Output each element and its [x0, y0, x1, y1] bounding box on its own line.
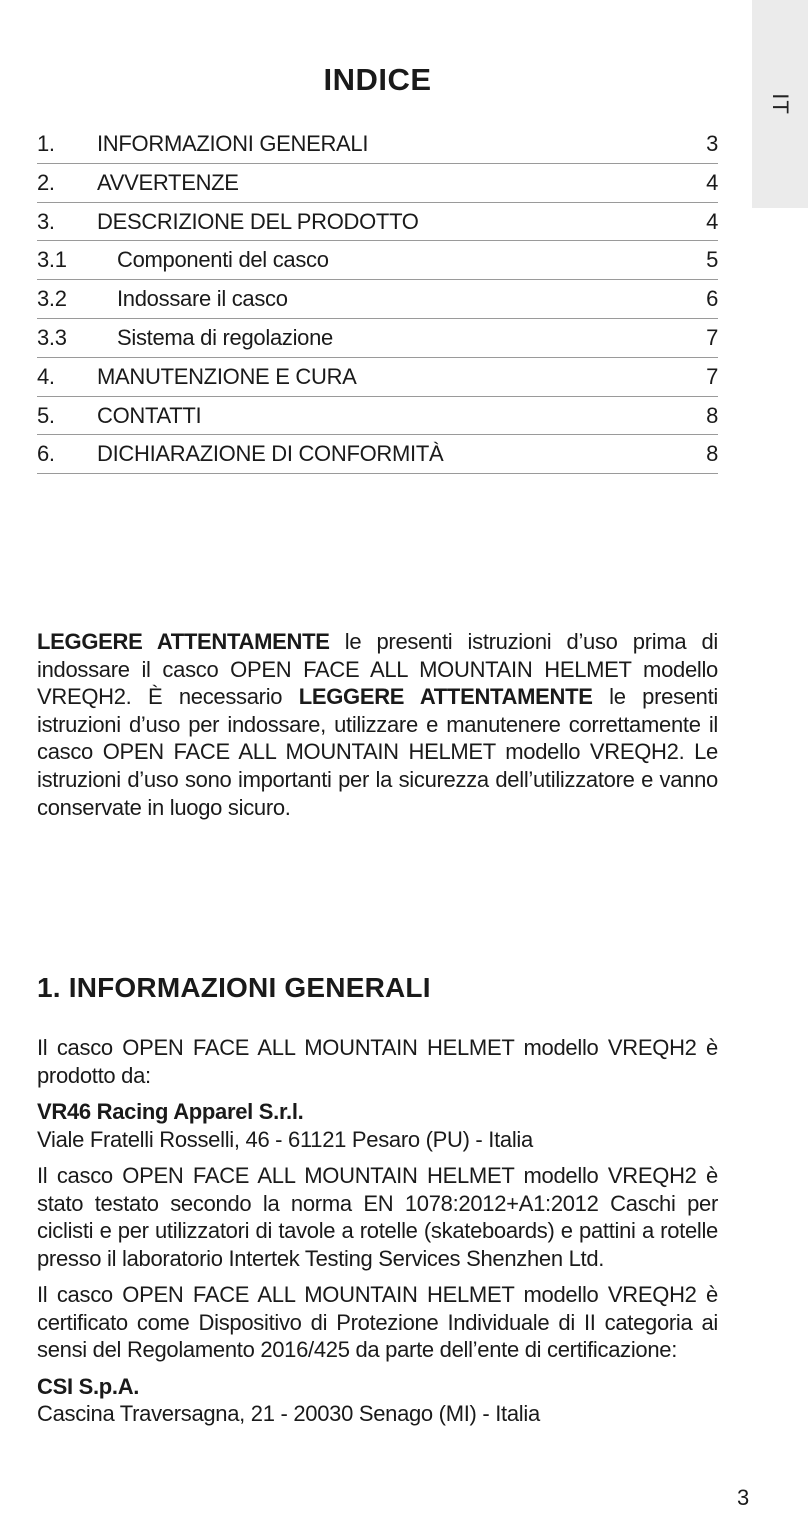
toc-entry-number: 2.	[37, 169, 55, 195]
toc-entry-label: DESCRIZIONE DEL PRODOTTO	[97, 208, 419, 234]
toc-entry-number: 3.	[37, 208, 55, 234]
toc-entry-label: Componenti del casco	[117, 247, 329, 273]
toc-entry-label: INFORMAZIONI GENERALI	[97, 131, 369, 156]
toc-entry[interactable]	[37, 203, 718, 242]
toc-entry-page: 4	[706, 208, 718, 234]
toc-entry-page: 8	[706, 402, 718, 428]
manufacturer-name: VR46 Racing Apparel S.r.l.	[37, 1099, 304, 1124]
toc-entry[interactable]	[37, 358, 718, 397]
toc-entry-label: MANUTENZIONE E CURA	[97, 363, 357, 389]
toc-entry-number: 6.	[37, 441, 55, 467]
intro-text: le presenti istruzioni d’uso per indossare, utilizzare e manutenere correttamente il casco OPEN FACE ALL MOUNTAIN HELMET modello VREQH2. Le istruzioni d’uso sono importanti per la sicurezza dell’utilizzatore e vanno conservate in luogo sicuro.	[37, 684, 718, 820]
toc-entry-page: 3	[706, 131, 718, 156]
intro-text: le presenti istruzioni d’uso prima di indossare il casco OPEN FACE ALL MOUNTAIN HELMET modello VREQH2. È necessario	[37, 629, 718, 710]
intro-paragraph	[37, 628, 718, 821]
toc-entry-page: 4	[706, 169, 718, 195]
manufacturer-block	[37, 1098, 718, 1153]
certifier-name: CSI S.p.A.	[37, 1373, 140, 1399]
toc-entry-number: 4.	[37, 363, 55, 389]
toc-entry-page: 7	[706, 363, 718, 389]
toc-entry-number: 3.2	[37, 286, 67, 312]
toc-entry-page: 6	[706, 286, 718, 312]
toc-entry-label: AVVERTENZE	[97, 169, 239, 195]
toc-title: INDICE	[323, 62, 432, 97]
toc-entry-number: 3.1	[37, 247, 67, 273]
toc-entry-number: 1.	[37, 131, 55, 156]
intro-emphasis: LEGGERE ATTENTAMENTE	[37, 629, 330, 654]
manufacturer-intro: Il casco OPEN FACE ALL MOUNTAIN HELMET modello VREQH2 è prodotto da:	[37, 1035, 718, 1088]
page-number: 3	[737, 1485, 750, 1510]
certifier-address: Cascina Traversagna, 21 - 20030 Senago (MI) - Italia	[37, 1401, 540, 1426]
toc-entry-page: 8	[706, 441, 718, 467]
toc-entry[interactable]	[37, 125, 718, 164]
toc-entry-label: DICHIARAZIONE DI CONFORMITÀ	[97, 441, 444, 467]
toc-entry-label: CONTATTI	[97, 402, 202, 428]
table-of-contents	[37, 125, 718, 474]
manufacturer-address: Viale Fratelli Rosselli, 46 - 61121 Pesaro (PU) - Italia	[37, 1126, 533, 1152]
toc-entry-label: Indossare il casco	[117, 286, 288, 312]
intro-emphasis: LEGGERE ATTENTAMENTE	[298, 684, 593, 710]
toc-entry-page: 5	[706, 247, 718, 273]
toc-entry-label: Sistema di regolazione	[117, 324, 333, 350]
toc-entry[interactable]	[37, 435, 718, 474]
toc-entry-number: 5.	[37, 402, 55, 428]
section-heading: 1. INFORMAZIONI GENERALI	[37, 972, 431, 1003]
certification-paragraph: Il casco OPEN FACE ALL MOUNTAIN HELMET modello VREQH2 è certificato come Dispositivo di Protezione Individuale di II categoria ai sensi del Regolamento 2016/425 da parte dell’ente di certificazione:	[37, 1282, 718, 1362]
testing-paragraph: Il casco OPEN FACE ALL MOUNTAIN HELMET modello VREQH2 è stato testato secondo la norma EN 1078:2012+A1:2012 Caschi per ciclisti e per utilizzatori di tavole a rotelle (skateboards) e pattini a rotelle presso il laboratorio Intertek Testing Services Shenzhen Ltd.	[37, 1163, 718, 1271]
toc-entry-page: 7	[706, 324, 718, 350]
toc-subentry[interactable]	[37, 280, 718, 319]
language-tab	[752, 0, 808, 208]
section-body	[37, 1034, 718, 1437]
toc-subentry[interactable]	[37, 241, 718, 280]
toc-entry-number: 3.3	[37, 324, 67, 350]
language-tab-label: IT	[768, 93, 793, 115]
toc-entry[interactable]	[37, 164, 718, 203]
toc-entry[interactable]	[37, 397, 718, 436]
toc-subentry[interactable]	[37, 319, 718, 358]
certifier-block	[37, 1373, 718, 1428]
